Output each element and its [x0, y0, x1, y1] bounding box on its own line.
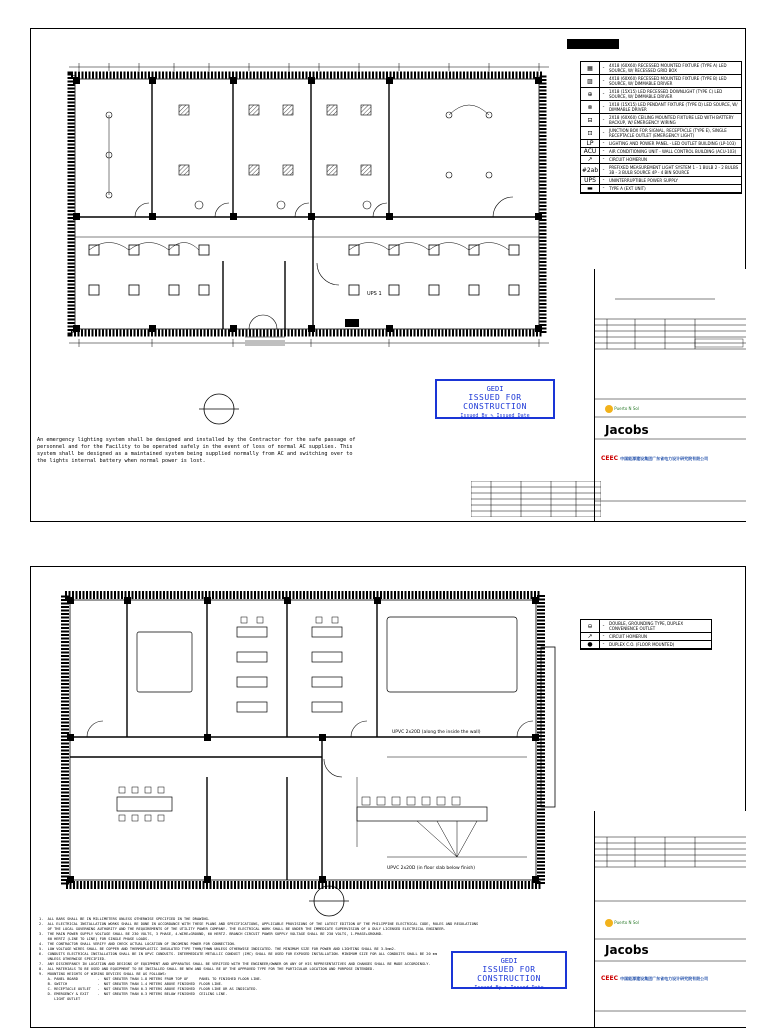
lighting-legend-row: [581, 114, 741, 127]
lighting-legend-row: [581, 164, 741, 177]
grid-fixture-icon: ▦: [581, 62, 600, 74]
duplex-outlet-icon: ⊖: [581, 620, 600, 632]
note-line: 9. MOUNTING HEIGHTS OF WIRING DEVICES SHALL BE AS FOLLOWS:: [39, 972, 167, 976]
legend-text: UNINTERRUPTIBLE POWER SUPPLY: [609, 178, 678, 183]
puerto-sol-text-2: Puerto N Sol: [614, 920, 639, 925]
legend-dash: -: [602, 185, 605, 191]
lighting-legend-row: [581, 127, 741, 140]
stamp-signed-2: Issued By: [474, 985, 502, 991]
sun-logo-icon: [605, 405, 613, 413]
circuit-homerun-icon: ↗: [581, 156, 600, 163]
floor-outlet-icon: ●: [581, 641, 600, 648]
stamp-status: ISSUED FOR CONSTRUCTION: [463, 393, 527, 411]
puerto-sol-logo: [605, 405, 639, 413]
lighting-legend-row: [581, 148, 741, 156]
issued-for-construction-stamp: GEDI ISSUED FOR CONSTRUCTION Issued By ✎ Issued Date: [435, 379, 555, 419]
ceec-logo: [601, 455, 708, 462]
lighting-panel-icon: LP: [581, 140, 600, 147]
sheet-tag-block: [567, 39, 619, 49]
puerto-sol-logo-2: [605, 919, 639, 927]
note-line: 7. ANY DISCREPANCY IN LOCATION AND DESIGNS OF EQUIPMENT AND APPARATUS SHALL BE VERIFIED WITH THE ENGINEER/OWNER OR ANY OF HIS REPRESENTATIVES AND CHANGES SHALL BE MADE ACCORDINGLY.: [39, 962, 431, 966]
ups-icon: UPS: [581, 177, 600, 184]
pendant-icon: ⊗: [581, 101, 600, 113]
power-legend-row: [581, 641, 711, 649]
legend-dash: -: [602, 177, 605, 183]
note-line: 5. LOW VOLTAGE WIRES SHALL BE COPPER AND THERMOPLASTIC INSULATED TYPE THHN/THWN UNLESS OTHERWISE INDICATED. THE MINIMUM SIZE FOR POWER AND LIGHTING SHALL BE 3.5mm2.: [39, 947, 396, 951]
lighting-legend-row: [581, 156, 741, 164]
title-block: [594, 269, 746, 521]
legend-dash: -: [602, 140, 605, 146]
legend-text: DUPLEX C.O. (FLOOR MOUNTED): [609, 642, 675, 647]
jacobs-logo: Jacobs: [605, 423, 649, 437]
note-line: 6. CONDUITS ELECTRICAL INSTALLATION SHALL BE IN UPVC CONDUITS. INTERMEDIATE METALLIC CONDUIT (IMC) SHALL BE USED FOR EXPOSED INSTALLATION. MINIMUM SIZE FOR ALL CONDUITS SHALL BE 20 mm: [39, 952, 438, 956]
drawing-sheet-power: [30, 566, 746, 1028]
legend-text: CIRCUIT HOMERUN: [609, 634, 648, 639]
power-legend-row: [581, 633, 711, 641]
note-line: B. SWITCH - NOT GREATER THAN 1.4 METERS ABOVE FINISHED FLOOR LINE.: [39, 982, 223, 986]
note-line: OF THE LOCAL GOVERNING AUTHORITY AND THE REQUIREMENTS OF THE UTILITY POWER COMPANY. THE ELECTRICAL WORK SHALL BE UNDER THE IMMEDIATE SUPERVISION OF A DULY LICENSED ELECTRICAL ENGINEER.: [39, 927, 446, 931]
stamp-org: GEDI: [486, 385, 504, 393]
ups-tag: UPS 1: [367, 291, 382, 297]
lighting-legend-row: [581, 101, 741, 114]
legend-text: DOUBLE, GROUNDING TYPE, DUPLEX CONVENIENCE OUTLET: [609, 621, 684, 631]
ceec-logo-2: [601, 975, 708, 982]
power-floor-plan: [57, 587, 577, 907]
note-line: 2. ALL ELECTRICAL INSTALLATION WORKS SHALL BE DONE IN ACCORDANCE WITH THESE PLANS AND SPECIFICATIONS, APPLICABLE PROVISIONS OF THE LATEST EDITION OF THE PHILIPPINE ELECTRICAL CODE, RULES AND REGULATIONS: [39, 922, 479, 926]
prefixed-panel-icon: #2ab: [581, 164, 600, 176]
stamp-signed: Issued By: [460, 413, 488, 419]
legend-text: 4X18 (60X60) RECESSED MOUNTED FIXTURE (TYPE B) LED SOURCE, W/ DIMMABLE DRIVER: [609, 76, 727, 86]
title-block-2: [594, 811, 746, 1027]
note-line: UNLESS OTHERWISE SPECIFIED.: [39, 957, 107, 961]
jacobs-logo-2: Jacobs: [605, 943, 649, 957]
ceec-text-2: 中国能源建设集团广东省电力设计研究院有限公司: [620, 976, 709, 981]
note-line: 1. ALL BARS SHALL BE IN MILLIMETERS UNLESS OTHERWISE SPECIFIED IN THE DRAWING.: [39, 917, 210, 921]
circuit-homerun-icon: ↗: [581, 633, 600, 640]
air-handling-icon: ACU: [581, 148, 600, 155]
title-block-grid: [595, 269, 746, 521]
stamp-date-2: Issued Date: [510, 985, 544, 991]
legend-dash: -: [602, 64, 605, 71]
puerto-sol-text: Puerto N Sol: [614, 406, 639, 411]
note-line: 3. THE MAIN POWER SUPPLY VOLTAGE SHALL BE 230 VOLTS, 3 PHASE, 4-WIRE+GROUND, 60 HERTZ. BRANCH CIRCUIT POWER SUPPLY VOLTAGE SHALL BE 230 VOLTS, 1-PHASE+GROUND.: [39, 932, 384, 936]
note-line: 4. THE CONTRACTOR SHALL VERIFY AND CHECK ACTUAL LOCATION OF INCOMING POWER FOR CONNECTION.: [39, 942, 236, 946]
legend-text: 2X18 (60X60) CEILING MOUNTED FIXTURE LED WITH BATTERY BACKUP, W/ EMERGENCY WIRING: [609, 115, 734, 125]
note-line: LIGHT OUTLET: [39, 997, 81, 1001]
sun-logo-icon-2: [605, 919, 613, 927]
legend-dash: -: [602, 77, 605, 84]
lighting-legend-row: [581, 177, 741, 185]
legend-text: AIR CONDITIONING UNIT - WALL CONTROL BUILDING (ACU-103): [609, 149, 737, 154]
power-legend-row: [581, 620, 711, 633]
legend-text: 1X18 (15X15) LED PENDANT FIXTURE (TYPE D) LED SOURCE, W/ DIMMABLE DRIVER: [609, 102, 738, 112]
power-legend: [580, 619, 712, 650]
downlight-icon: ⊕: [581, 88, 600, 100]
ceec-mark-2: CEEC: [601, 975, 619, 982]
legend-dash: -: [602, 148, 605, 154]
legend-text: TYPE A (EXT UNIT): [609, 186, 646, 191]
legend-text: PREFIXED MEASUREMENT LIGHT SYSTEM 1 - 1 BULB 2 - 2 BULBS 3B - 3 BULB SOURCE 4P - 4 BIN SOURCE: [609, 165, 739, 175]
lighting-legend-row: [581, 140, 741, 148]
legend-rows: [581, 62, 741, 193]
lighting-legend-row: [581, 75, 741, 88]
revision-table: [471, 481, 601, 517]
lighting-legend-row: [581, 185, 741, 193]
issued-for-construction-stamp-2: GEDI ISSUED FOR CONSTRUCTION Issued By ✎ Issued Date: [451, 951, 567, 989]
stamp-status-2: ISSUED FOR CONSTRUCTION: [477, 965, 541, 983]
stamp-org-2: GEDI: [500, 957, 518, 965]
legend-dash: -: [602, 622, 605, 629]
north-arrow-icon-2: [309, 885, 349, 917]
hatched-fixture-icon: ▨: [581, 75, 600, 87]
drawing-sheet-lighting: [30, 28, 746, 522]
legend-text: CIRCUIT HOMERUN: [609, 157, 648, 162]
lighting-legend-row: [581, 88, 741, 101]
legend-dash: -: [602, 103, 605, 110]
north-arrow-icon: [199, 393, 239, 425]
legend-text: 4X18 (60X60) RECESSED MOUNTED FIXTURE (TYPE A) LED SOURCE, W/ RECESSED GRID BOX: [609, 63, 727, 73]
legend-dash: -: [602, 166, 605, 173]
type-a-unit-icon: ▬: [581, 185, 600, 192]
legend-rows-2: [581, 620, 711, 649]
legend-text: LIGHTING AND POWER PANEL - LED OUTLET BUILDING (LP-103): [609, 141, 736, 146]
lighting-legend: [580, 61, 742, 194]
lighting-floor-plan: [49, 55, 565, 355]
legend-dash: -: [602, 156, 605, 162]
ceec-text: 中国能源建设集团广东省电力设计研究院有限公司: [620, 456, 709, 461]
legend-dash: -: [602, 90, 605, 97]
ceec-mark: CEEC: [601, 455, 619, 462]
legend-dash: -: [602, 129, 605, 136]
legend-dash: -: [602, 116, 605, 123]
note-line: C. RECEPTACLE OUTLET - NOT GREATER THAN 0.3 METERS ABOVE FINISHED FLOOR LINE OR AS INDICATED.: [39, 987, 258, 991]
legend-text: 1X18 (15X15) LED RECESSED DOWNLIGHT (TYPE C) LED SOURCE, W/ DIMMABLE DRIVER: [609, 89, 723, 99]
legend-text: JUNCTION BOX FOR SIGNAL, RECEPTACLE (TYPE E), SINGLE RECEPTACLE OUTLET (EMERGENCY LIGHT): [609, 128, 727, 138]
note-line: A. PANEL BOARD - NOT GREATER THAN 1.8 METERS FROM TOP OF PANEL TO FINISHED FLOOR LINE.: [39, 977, 262, 981]
legend-dash: -: [602, 633, 605, 639]
emergency-lighting-note: An emergency lighting system shall be designed and installed by the Contractor for the safe passage of personnel and for the Facility to be operated safely in the event of loss of normal AC supplies. This system shall be designed as a maintained system being supplied normally from AC and switching over to the lights internal battery when normal power is lost.: [37, 437, 356, 464]
legend-dash: -: [602, 641, 605, 647]
lighting-legend-row: [581, 62, 741, 75]
note-line: 8. ALL MATERIALS TO BE USED AND EQUIPMENT TO BE INSTALLED SHALL BE NEW AND SHALL BE OF THE APPROVED TYPE FOR THE PARTICULAR LOCATION AND PURPOSE INTENDED.: [39, 967, 375, 971]
stamp-date: Issued Date: [496, 413, 530, 419]
conduit-label-top: UPVC 2x20D (along the inside the wall): [392, 730, 481, 735]
conduit-label-bottom: UPVC 2x20D (in floor slab below finish): [387, 866, 475, 871]
note-line: D. EMERGENCY & EXIT - NOT GREATER THAN 0.3 METERS BELOW FINISHED CEILING LINE.: [39, 992, 228, 996]
note-line: 60 HERTZ (LINE TO LINE) FOR SINGLE PHASE LOADS.: [39, 937, 150, 941]
junction-box-icon: ⊡: [581, 127, 600, 139]
battery-fixture-icon: ⊟: [581, 114, 600, 126]
